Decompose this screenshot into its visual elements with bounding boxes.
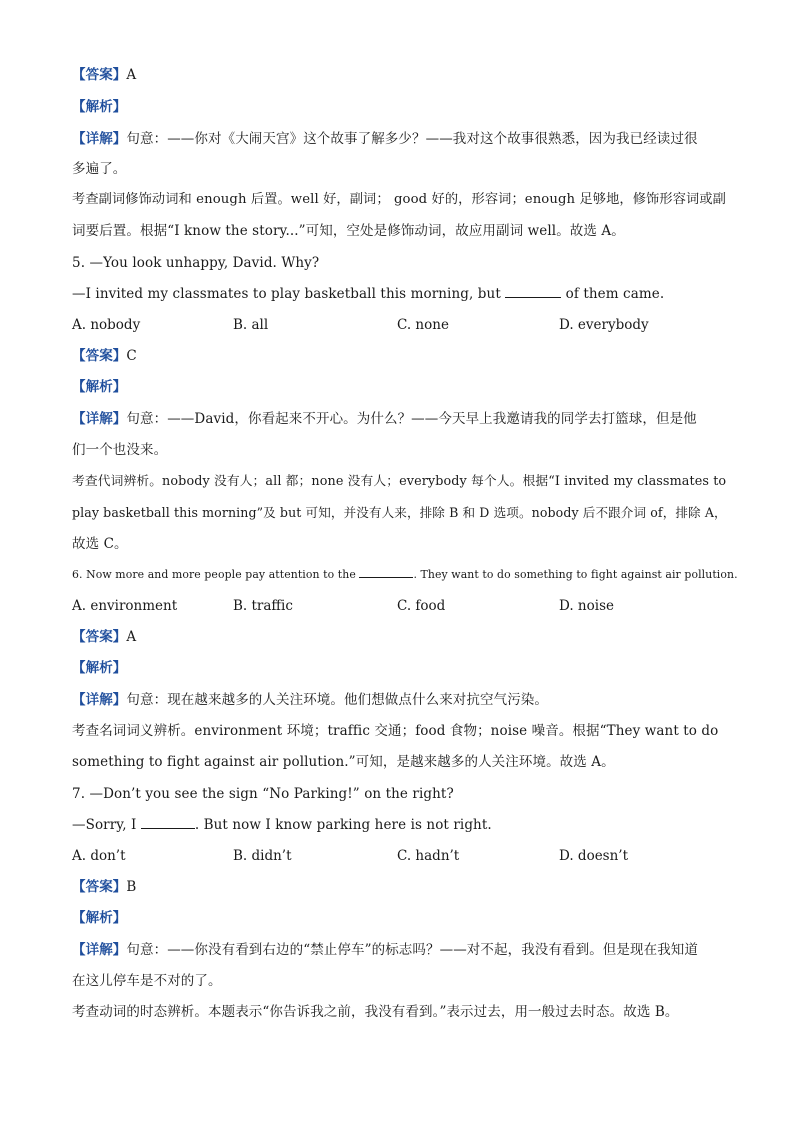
q7-detail-line-2: 在这儿停车是不对的了。 bbox=[72, 973, 222, 989]
q5-option-c: C. none bbox=[397, 317, 449, 333]
q4-answer: A bbox=[126, 67, 137, 83]
q5-detail-line-2: 们一个也没来。 bbox=[72, 442, 168, 458]
q6-answer: A bbox=[126, 629, 137, 645]
q7-analysis-tag: 【解析】 bbox=[72, 910, 127, 926]
q5-option-a: A. nobody bbox=[72, 317, 141, 333]
q4-analysis-tag bbox=[72, 97, 126, 117]
q5-explain-line-3: 故选 C。 bbox=[72, 536, 128, 552]
q4-explain-line-2: 词要后置。根据“I know the story...”可知，空处是修饰动词，故应用副词 well。故选 A。 bbox=[72, 223, 625, 239]
q5-explain-line-2: play basketball this morning”及 but 可知，并没有人来，排除 B 和 D 选项。nobody 后不跟介词 of，排除 A， bbox=[72, 505, 727, 520]
q6-answer-line: 【答案】A bbox=[72, 629, 137, 645]
q6-detail-line-1: 【详解】句意：现在越来越多的人关注环境。他们想做点什么来对抗空气污染。 bbox=[72, 692, 549, 708]
q5-option-b: B. all bbox=[233, 317, 269, 333]
q6-option-b: B. traffic bbox=[233, 598, 293, 614]
q7-blank bbox=[141, 816, 195, 829]
q7-option-d: D. doesn’t bbox=[559, 848, 629, 864]
q6-analysis-tag: 【解析】 bbox=[72, 660, 127, 676]
q5-stem-line-1: 5. —You look unhappy, David. Why? bbox=[72, 255, 320, 271]
q7-explain-line-1: 考查动词的时态辨析。本题表示“你告诉我之前，我没有看到。”表示过去，用一般过去时态。故选 B。 bbox=[72, 1004, 679, 1020]
q4-detail-line-1: 【详解】句意：——你对《大闹天宫》这个故事了解多少？——我对这个故事很熟悉，因为我已经读过很 bbox=[72, 131, 698, 147]
q4-detail-line-2: 多遍了。 bbox=[72, 161, 127, 177]
q7-answer-line: 【答案】B bbox=[72, 879, 137, 895]
q7-detail-line-1: 【详解】句意：——你没有看到右边的“禁止停车”的标志吗？——对不起，我没有看到。但是现在我知道 bbox=[72, 942, 699, 958]
q6-stem: 6. Now more and more people pay attention to the . They want to do something to fight against air pollution. bbox=[72, 565, 738, 585]
q5-stem-line-2: —I invited my classmates to play basketball this morning, but of them came. bbox=[72, 286, 665, 302]
analysis-tag: 【解析】 bbox=[72, 99, 127, 115]
q7-stem-line-1: 7. —Don’t you see the sign “No Parking!” on the right? bbox=[72, 786, 454, 802]
q4-answer-line bbox=[72, 65, 136, 85]
q4-explain-line-1: 考查副词修饰动词和 enough 后置。well 好，副词； good 好的，形容词；enough 足够地，修饰形容词或副 bbox=[72, 192, 726, 207]
q6-blank bbox=[359, 565, 413, 578]
q7-option-c: C. hadn’t bbox=[397, 848, 460, 864]
q7-answer: B bbox=[126, 879, 137, 895]
q6-explain-line-2: something to fight against air pollution.”可知，是越来越多的人关注环境。故选 A。 bbox=[72, 754, 615, 770]
q5-answer: C bbox=[126, 348, 137, 364]
q7-stem-line-2: —Sorry, I . But now I know parking here is not right. bbox=[72, 817, 492, 833]
q5-detail-line-1: 【详解】句意：——David，你看起来不开心。为什么？——今天早上我邀请我的同学去打篮球，但是他 bbox=[72, 411, 697, 427]
q5-answer-line: 【答案】C bbox=[72, 348, 137, 364]
detail-tag: 【详解】 bbox=[72, 131, 127, 147]
q6-option-c: C. food bbox=[397, 598, 446, 614]
q6-option-a: A. environment bbox=[72, 598, 178, 614]
q7-option-a: A. don’t bbox=[72, 848, 126, 864]
q6-option-d: D. noise bbox=[559, 598, 614, 614]
q5-blank bbox=[505, 285, 561, 298]
q5-analysis-tag: 【解析】 bbox=[72, 379, 127, 395]
q5-explain-line-1: 考查代词辨析。nobody 没有人；all 都；none 没有人；everybody 每个人。根据“I invited my classmates to bbox=[72, 474, 727, 489]
q7-option-b: B. didn’t bbox=[233, 848, 292, 864]
q5-option-d: D. everybody bbox=[559, 317, 649, 333]
answer-tag: 【答案】 bbox=[72, 67, 127, 83]
q6-explain-line-1: 考查名词词义辨析。environment 环境；traffic 交通；food 食物；noise 噪音。根据“They want to do bbox=[72, 723, 719, 739]
